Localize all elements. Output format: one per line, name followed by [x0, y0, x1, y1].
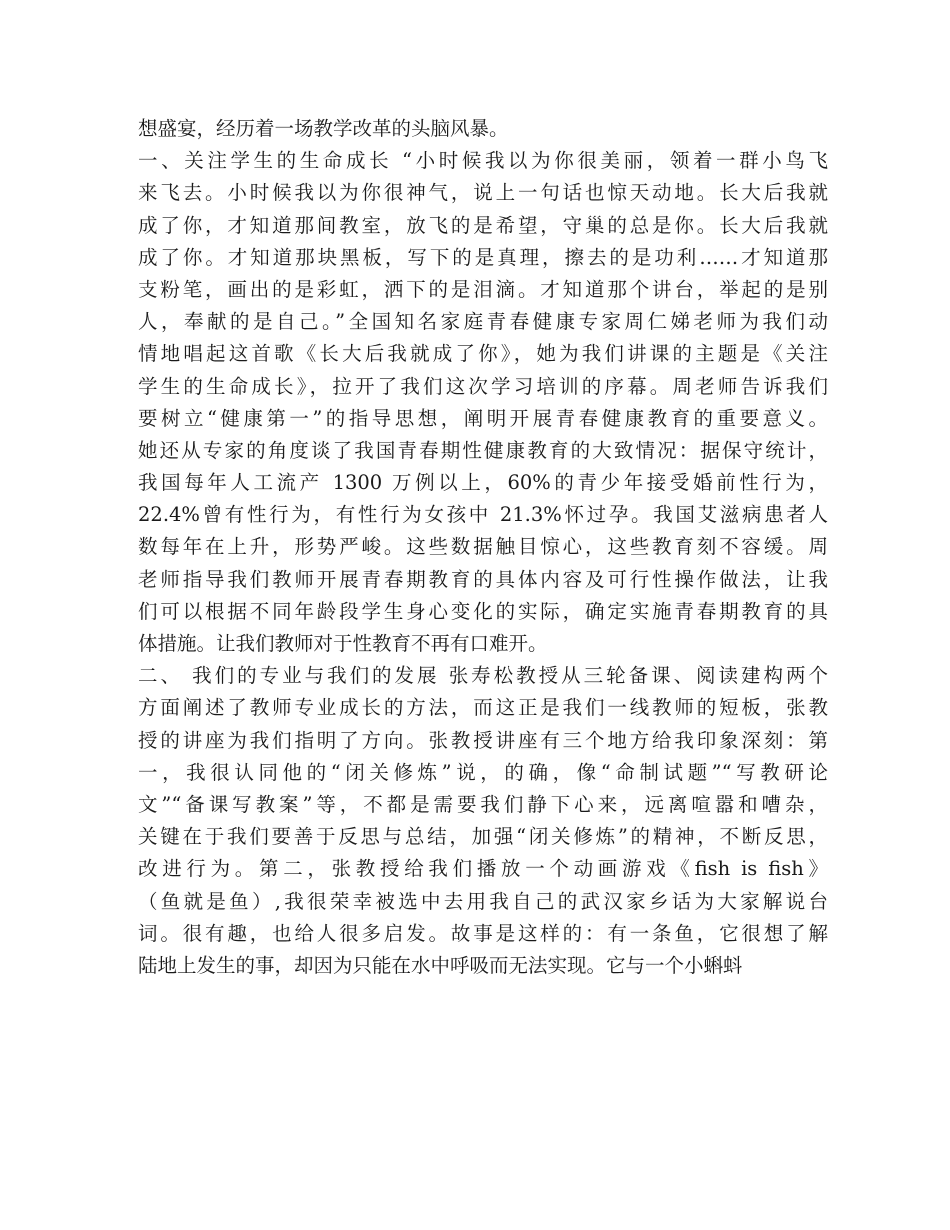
body-text [138, 113, 828, 982]
text-line: 陆地上发生的事，却因为只能在水中呼吸而无法实现。它与一个小蝌蚪 [138, 953, 743, 977]
text-line: 们可以根据不同年龄段学生身心变化的实际，确定实施青春期教育的具 [138, 599, 828, 623]
text-line: 人，奉献的是自己。”全国知名家庭青春健康专家周仁娣老师为我们动 [138, 310, 828, 334]
text-line: 文”“备课写教案”等，不都是需要我们静下心来，远离喧嚣和嘈杂， [138, 792, 828, 816]
text-line: 成了你，才知道那间教室，放飞的是希望，守巢的总是你。长大后我就 [138, 213, 828, 237]
text-line: （鱼就是鱼）,我很荣幸被选中去用我自己的武汉家乡话为大家解说台 [138, 889, 828, 913]
text-line: 我国每年人工流产 1300 万例以上，60%的青少年接受婚前性行为， [138, 471, 828, 495]
text-line: 支粉笔，画出的是彩虹，洒下的是泪滴。才知道那个讲台，举起的是别 [138, 277, 828, 301]
text-line: 二、 我们的专业与我们的发展 张寿松教授从三轮备课、阅读建构两个 [138, 664, 828, 688]
text-line: 词。很有趣，也给人很多启发。故事是这样的：有一条鱼，它很想了解 [138, 921, 828, 945]
text-line: 学生的生命成长》，拉开了我们这次学习培训的序幕。周老师告诉我们 [138, 374, 828, 398]
text-line: 关键在于我们要善于反思与总结，加强“闭关修炼”的精神，不断反思， [138, 825, 828, 849]
text-line: 想盛宴，经历着一场教学改革的头脑风暴。 [138, 117, 509, 140]
text-line: 老师指导我们教师开展青春期教育的具体内容及可行性操作做法，让我 [138, 567, 828, 591]
text-line: 来飞去。小时候我以为你很神气，说上一句话也惊天动地。长大后我就 [138, 181, 828, 205]
text-line: 数每年在上升，形势严峻。这些数据触目惊心，这些教育刻不容缓。周 [138, 535, 828, 559]
text-line: 授的讲座为我们指明了方向。张教授讲座有三个地方给我印象深刻：第 [138, 728, 828, 752]
text-line: 方面阐述了教师专业成长的方法，而这正是我们一线教师的短板，张教 [138, 696, 828, 720]
text-line: 改进行为。第二，张教授给我们播放一个动画游戏《fish is fish》 [138, 857, 828, 881]
text-line: 22.4%曾有性行为，有性行为女孩中 21.3%怀过孕。我国艾滋病患者人 [138, 503, 828, 527]
text-line: 一，我很认同他的“闭关修炼”说，的确，像“命制试题”“写教研论 [138, 760, 828, 784]
text-line: 成了你。才知道那块黑板，写下的是真理，擦去的是功利……才知道那 [138, 245, 828, 269]
text-line: 体措施。让我们教师对于性教育不再有口难开。 [138, 632, 548, 655]
text-line: 一、关注学生的生命成长 “小时候我以为你很美丽，领着一群小鸟飞 [138, 149, 828, 173]
text-line: 她还从专家的角度谈了我国青春期性健康教育的大致情况：据保守统计， [138, 438, 828, 462]
document-page [138, 113, 828, 982]
text-line: 情地唱起这首歌《长大后我就成了你》，她为我们讲课的主题是《关注 [138, 342, 828, 366]
text-line: 要树立“健康第一”的指导思想，阐明开展青春健康教育的重要意义。 [138, 406, 828, 430]
